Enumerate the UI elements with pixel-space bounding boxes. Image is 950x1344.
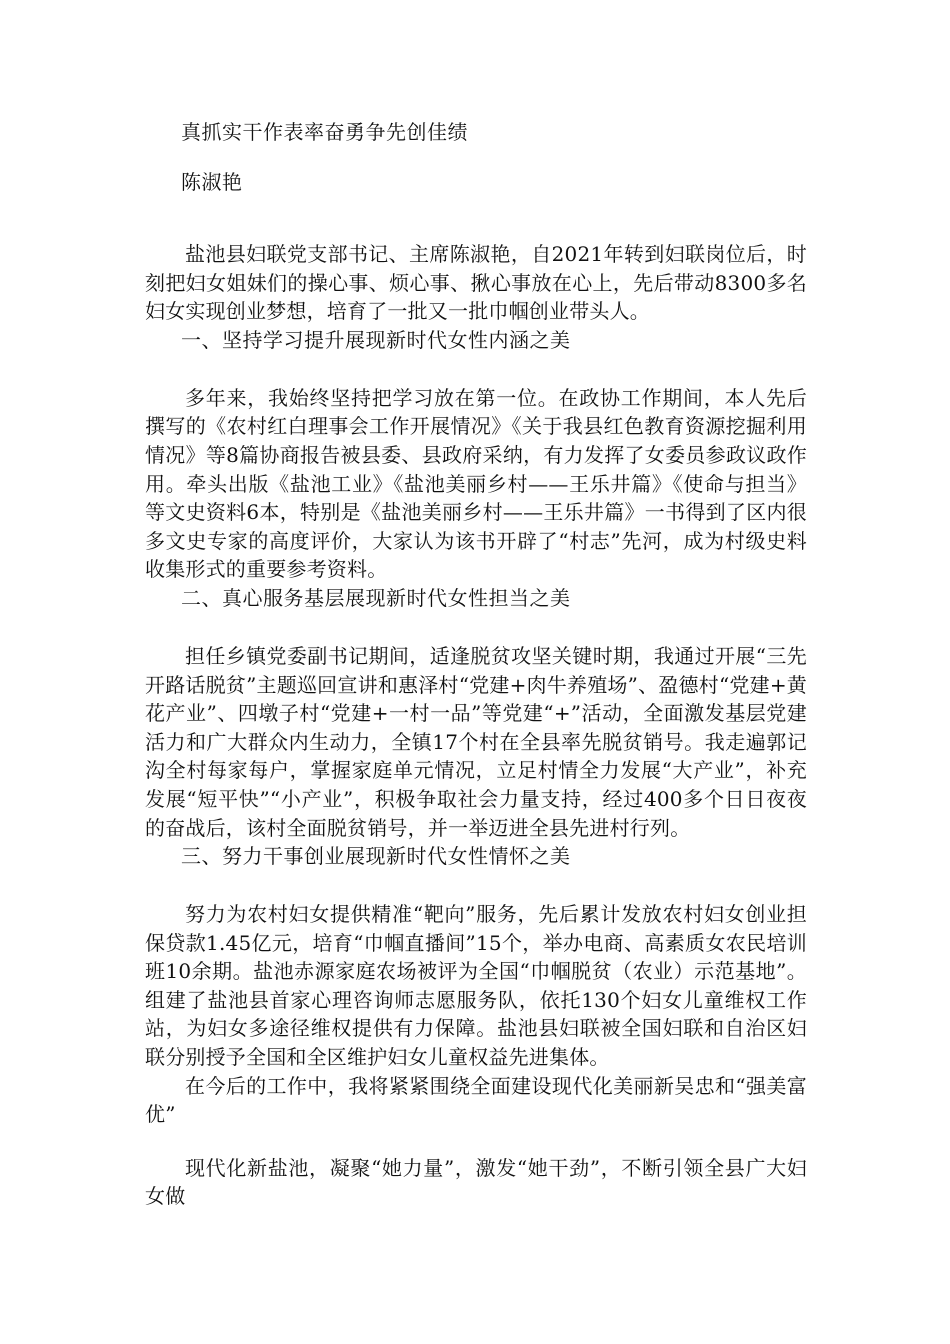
closing-paragraph-2: 现代化新盐池，凝聚“她力量”，激发“她干劲”，不断引领全县广大妇女做 [145, 1155, 807, 1209]
section-3-paragraph: 努力为农村妇女提供精准“靶向”服务，先后累计发放农村妇女创业担保贷款1.45亿元，培育“巾帼直播间”15个，举办电商、高素质女农民培训班10余期。盐池赤源家庭农场被评为全国“巾帼脱贫（农业）示范基地”。组建了盐池县首家心理咨询师志愿服务队，依托130个妇女儿童维权工作站，为妇女多途径维权提供有力保障。盐池县妇联被全国妇联和自治区妇联分别授予全国和全区维护妇女儿童权益先进集体。 [145, 902, 807, 1070]
document-title: 真抓实干作表率奋勇争先创佳绩 [181, 120, 468, 144]
intro-paragraph: 盐池县妇联党支部书记、主席陈淑艳，自2021年转到妇联岗位后，时刻把妇女姐妹们的操心事、烦心事、揪心事放在心上，先后带动8300多名妇女实现创业梦想，培育了一批又一批巾帼创业带头人。 [145, 242, 807, 324]
closing-paragraph-1: 在今后的工作中，我将紧紧围绕全面建设现代化美丽新吴忠和“强美富优” [145, 1073, 807, 1127]
document-author: 陈淑艳 [181, 170, 243, 194]
section-1-heading: 一、坚持学习提升展现新时代女性内涵之美 [181, 327, 571, 352]
document-body [145, 118, 807, 1211]
section-1-paragraph: 多年来，我始终坚持把学习放在第一位。在政协工作期间，本人先后撰写的《农村红白理事会工作开展情况》《关于我县红色教育资源挖掘利用情况》等8篇协商报告被县委、县政府采纳，有力发挥了女委员参政议政作用。牵头出版《盐池工业》《盐池美丽乡村——王乐井篇》《使命与担当》等文史资料6本，特别是《盐池美丽乡村——王乐井篇》一书得到了区内很多文史专家的高度评价，大家认为该书开辟了“村志”先河，成为村级史料收集形式的重要参考资料。 [145, 385, 807, 582]
section-2-heading: 二、真心服务基层展现新时代女性担当之美 [181, 585, 571, 610]
section-2-paragraph: 担任乡镇党委副书记期间，适逢脱贫攻坚关键时期，我通过开展“三先开路话脱贫”主题巡回宣讲和惠泽村“党建+肉牛养殖场”、盈德村“党建+黄花产业”、四墩子村“党建+一村一品”等党建“+”活动，全面激发基层党建活力和广大群众内生动力，全镇17个村在全县率先脱贫销号。我走遍郭记沟全村每家每户，掌握家庭单元情况，立足村情全力发展“大产业”，补充发展“短平快”“小产业”，积极争取社会力量支持，经过400多个日日夜夜的奋战后，该村全面脱贫销号，并一举迈进全县先进村行列。 [145, 643, 807, 840]
section-3-heading: 三、努力干事创业展现新时代女性情怀之美 [181, 844, 571, 869]
